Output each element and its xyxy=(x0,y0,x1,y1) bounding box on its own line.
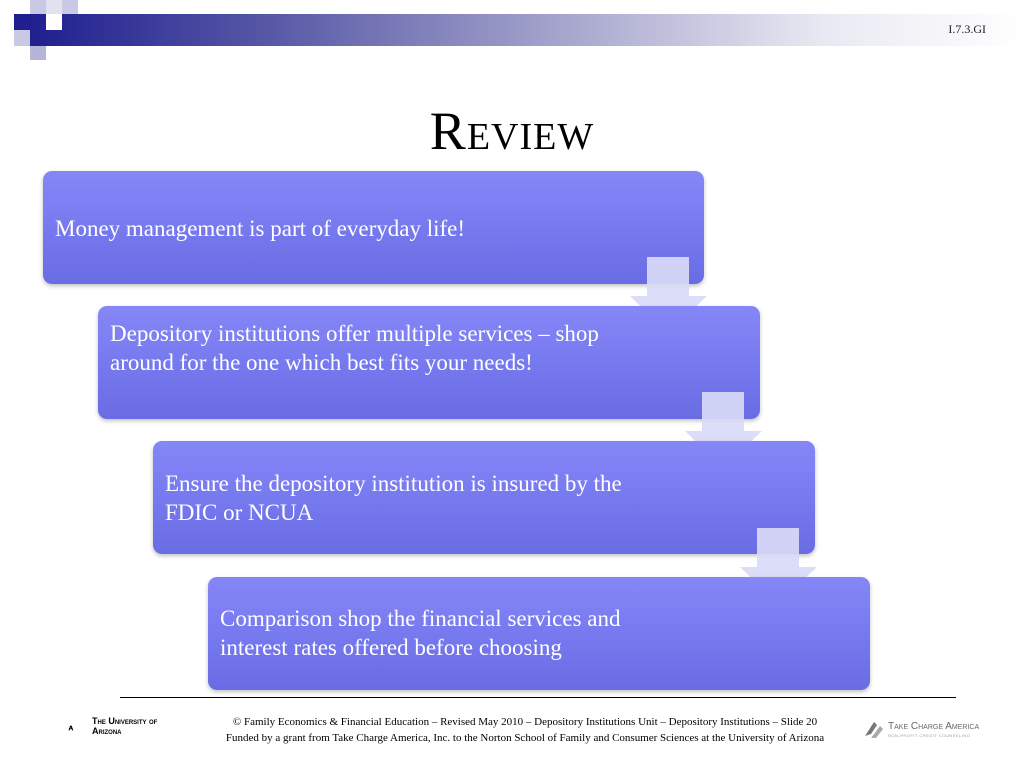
decor-square xyxy=(30,0,46,14)
process-step-text: Ensure the depository institution is insured by the FDIC or NCUA xyxy=(165,471,622,525)
process-step-1 xyxy=(43,171,704,284)
slide-title: Review xyxy=(429,101,595,161)
university-of-arizona-logo xyxy=(68,716,92,740)
process-step-4 xyxy=(208,577,870,690)
university-logo-text: The University of Arizona xyxy=(92,716,158,736)
process-step-3 xyxy=(153,441,815,554)
header-gradient-bar xyxy=(30,14,1024,46)
decor-square xyxy=(14,14,30,30)
footer-line-2: Funded by a grant from Take Charge America, Inc. to the Norton School of Family and Consumer Sciences at the University of Arizona xyxy=(225,732,825,744)
decor-square xyxy=(46,14,62,30)
process-step-text: Depository institutions offer multiple services – shop around for the one which best fits your needs! xyxy=(110,321,599,375)
decor-square xyxy=(62,0,78,14)
take-charge-america-subtext: NON-PROFIT CREDIT COUNSELING xyxy=(888,733,971,738)
slide-code: I.7.3.GI xyxy=(948,22,986,36)
decor-square xyxy=(46,0,62,14)
decor-square xyxy=(30,46,46,60)
decor-square xyxy=(14,30,30,46)
take-charge-america-text: Take Charge America xyxy=(888,721,980,732)
footer-divider xyxy=(120,697,956,698)
footer-text xyxy=(190,714,860,746)
process-step-2 xyxy=(98,306,760,419)
take-charge-america-logo xyxy=(862,718,886,742)
process-step-text: Comparison shop the financial services and interest rates offered before choosing xyxy=(220,606,621,660)
process-step-text: Money management is part of everyday life! xyxy=(55,216,466,241)
footer-line-1: © Family Economics & Financial Education – Revised May 2010 – Depository Institutions Unit – Depository Institutions – Slide 20 xyxy=(232,716,818,728)
